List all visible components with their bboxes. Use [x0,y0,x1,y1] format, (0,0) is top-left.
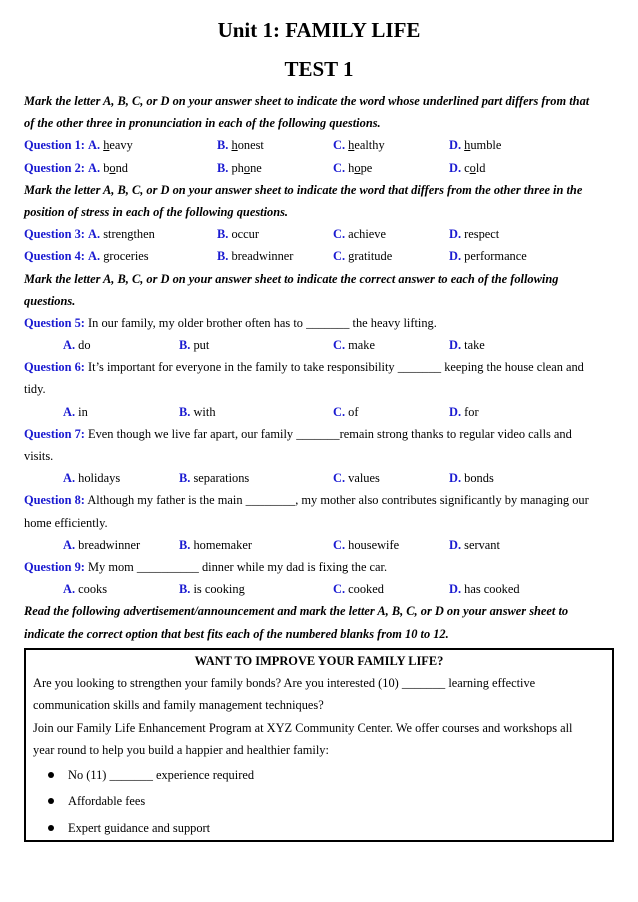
question-7-options [24,467,618,489]
q6-option-b[interactable]: with [193,404,216,419]
q8-letter-a: A. [63,537,76,552]
bullet-text: No (11) _______ experience required [68,767,255,782]
q8-option-c[interactable]: housewife [348,537,400,552]
q6-letter-c: C. [333,404,346,419]
q3-option-c[interactable]: achieve [348,227,386,242]
question-8-options [24,534,618,556]
q6-option-d[interactable]: for [464,404,479,419]
question-3 [24,223,618,245]
q2-letter-c: C. [333,160,346,175]
q8-option-a[interactable]: breadwinner [78,537,141,552]
q7-letter-b: B. [179,471,191,486]
q6-letter-a: A. [63,404,76,419]
advertisement-title: WANT TO IMPROVE YOUR FAMILY LIFE? [194,654,444,668]
instruction-correct-answer-1: Mark the letter A, B, C, or D on your answer sheet to indicate the correct answer to each of the following [24,271,559,286]
question-1-label: Question 1: [24,138,85,153]
question-6-text: It’s important for everyone in the family to take responsibility _______ keeping the house clean and [84,360,584,375]
question-9-options [24,578,618,600]
q3-option-a[interactable]: strengthen [103,227,155,242]
q1-letter-c: C. [333,138,346,153]
q4-option-b[interactable]: breadwinner [231,249,294,264]
instruction-stress-2: position of stress in each of the following questions. [24,204,289,219]
q1-option-b[interactable]: honest [231,138,264,153]
q3-letter-c: C. [333,227,346,242]
q3-option-d[interactable]: respect [464,227,500,242]
bullet-icon [48,798,54,804]
q1-letter-b: B. [217,138,229,153]
q4-letter-b: B. [217,249,229,264]
question-8-text: Although my father is the main ________, my mother also contributes significantly by managing our [84,493,589,508]
question-5-text: In our family, my older brother often has to _______ the heavy lifting. [84,315,437,330]
instruction-pronunciation-1: Mark the letter A, B, C, or D on your answer sheet to indicate the word whose underlined part differs from that [24,94,590,108]
q3-letter-d: D. [449,227,462,242]
q1-option-c[interactable]: healthy [348,138,385,153]
q6-letter-d: D. [449,404,462,419]
question-7-stem [24,423,618,445]
question-9-stem [24,556,618,578]
q8-option-d[interactable]: servant [464,537,500,552]
instruction-advertisement-2: indicate the correct option that best fits each of the numbered blanks from 10 to 12. [24,626,449,641]
q7-letter-c: C. [333,471,346,486]
q9-option-d[interactable]: has cooked [464,582,520,597]
question-2-label: Question 2: [24,160,85,175]
instruction-pronunciation-2: of the other three in pronunciation in each of the following questions. [24,116,381,131]
q1-letter-a: A. [88,138,101,153]
question-5-label: Question 5: [24,315,85,330]
question-5-options [24,334,618,356]
q8-option-b[interactable]: homemaker [193,537,252,552]
q8-letter-c: C. [333,537,346,552]
q3-option-b[interactable]: occur [231,227,260,242]
question-3-label: Question 3: [24,227,85,242]
q7-option-c[interactable]: values [348,471,380,486]
q7-letter-a: A. [63,471,76,486]
q4-letter-c: C. [333,249,346,264]
instruction-stress-1: Mark the letter A, B, C, or D on your answer sheet to indicate the word that differs from the other three in the [24,182,583,197]
advertisement-line-4: year round to help you build a happier and healthier family: [33,743,329,758]
question-7-label: Question 7: [24,426,85,441]
q9-option-b[interactable]: is cooking [193,582,245,597]
q6-option-a[interactable]: in [78,404,88,419]
q9-letter-d: D. [449,582,462,597]
q2-option-a[interactable]: bond [103,160,128,175]
bullet-text: Affordable fees [68,794,146,809]
q3-letter-a: A. [88,227,101,242]
q4-option-a[interactable]: groceries [103,249,149,264]
q4-letter-a: A. [88,249,101,264]
question-9-label: Question 9: [24,559,85,574]
question-6-stem [24,356,618,378]
q7-option-a[interactable]: holidays [78,471,121,486]
question-4 [24,245,618,267]
q4-letter-d: D. [449,249,462,264]
question-8-label: Question 8: [24,493,85,508]
q2-option-b[interactable]: phone [231,160,262,175]
q2-letter-d: D. [449,160,462,175]
q1-option-d[interactable]: humble [464,138,502,153]
question-8-stem-cont: home efficiently. [24,515,108,530]
q8-letter-b: B. [179,537,191,552]
instruction-correct-answer-2: questions. [24,293,76,308]
advertisement-bullet [26,788,612,815]
q6-option-c[interactable]: of [348,404,359,419]
test-title: TEST 1 [284,57,354,81]
q5-letter-b: B. [179,338,191,353]
q1-letter-d: D. [449,138,462,153]
question-7-text: Even though we live far apart, our family _______remain strong thanks to regular video calls and [84,426,572,441]
bullet-icon [48,825,54,831]
question-6-stem-cont: tidy. [24,382,46,397]
test-content [24,90,618,645]
q7-option-d[interactable]: bonds [464,471,494,486]
question-2 [24,157,618,179]
q6-letter-b: B. [179,404,191,419]
q9-option-a[interactable]: cooks [78,582,108,597]
unit-title: Unit 1: FAMILY LIFE [217,18,421,42]
q5-option-c[interactable]: make [348,338,375,353]
instruction-advertisement-1: Read the following advertisement/announcement and mark the letter A, B, C, or D on your answer sheet to [24,604,569,619]
q9-letter-c: C. [333,582,346,597]
question-9-text: My mom __________ dinner while my dad is fixing the car. [84,559,388,574]
q1-option-a[interactable]: heavy [103,138,133,153]
q5-letter-a: A. [63,338,76,353]
q5-letter-c: C. [333,338,346,353]
advertisement-bullet [26,762,612,789]
q5-option-d[interactable]: take [464,338,485,353]
advertisement-line-2: communication skills and family management techniques? [33,698,324,713]
question-7-stem-cont: visits. [24,449,54,463]
q2-option-c[interactable]: hope [348,160,373,175]
q4-option-c[interactable]: gratitude [348,249,393,264]
q5-option-a[interactable]: do [78,338,91,353]
q7-option-b[interactable]: separations [193,471,250,486]
advertisement-box [24,648,614,842]
q3-letter-b: B. [217,227,229,242]
q9-letter-b: B. [179,582,191,597]
question-5-stem [24,312,618,334]
question-1 [24,134,618,156]
q2-letter-b: B. [217,160,229,175]
question-8-stem [24,489,618,511]
advertisement-line-3: Join our Family Life Enhancement Program at XYZ Community Center. We offer courses and workshops all [33,720,573,735]
q2-letter-a: A. [88,160,101,175]
question-4-label: Question 4: [24,249,85,264]
q7-letter-d: D. [449,471,462,486]
question-6-label: Question 6: [24,360,85,375]
question-6-options [24,401,618,423]
advertisement-bullet [26,815,612,842]
q9-letter-a: A. [63,582,76,597]
q8-letter-d: D. [449,537,462,552]
q2-option-d[interactable]: cold [464,160,486,175]
q9-option-c[interactable]: cooked [348,582,384,597]
q5-letter-d: D. [449,338,462,353]
bullet-icon [48,772,54,778]
q4-option-d[interactable]: performance [464,249,527,264]
advertisement-line-1: Are you looking to strengthen your family bonds? Are you interested (10) _______ learning effective [33,676,536,690]
bullet-text: Expert guidance and support [68,820,211,835]
q5-option-b[interactable]: put [193,338,210,353]
